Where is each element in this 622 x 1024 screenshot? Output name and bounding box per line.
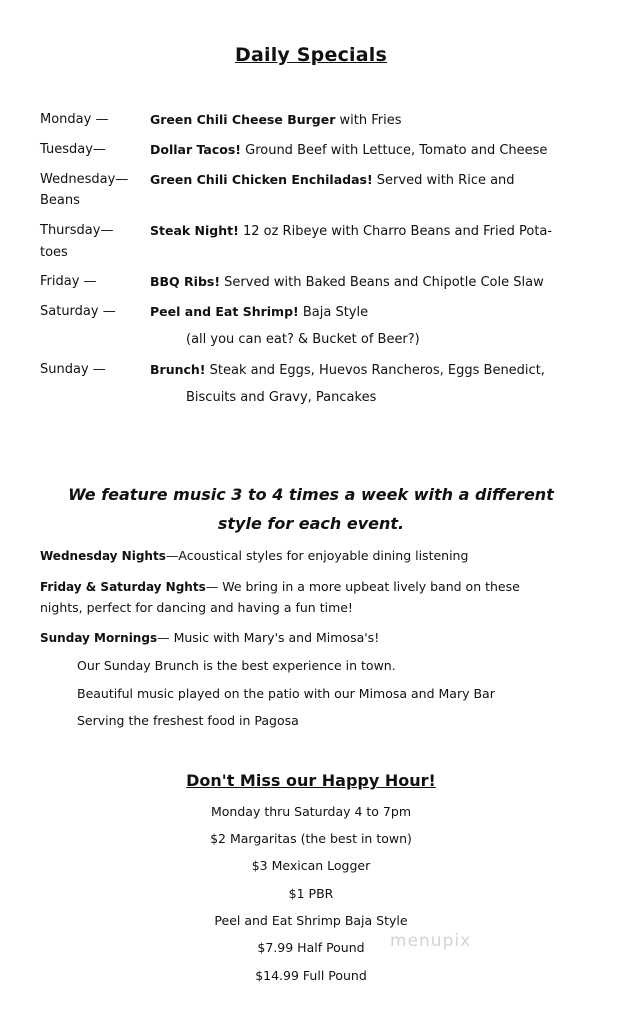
page-title: Daily Specials xyxy=(234,44,387,66)
special-day-thursday-cont: toes xyxy=(40,245,68,260)
special-name: Green Chili Chicken Enchiladas! xyxy=(150,172,373,187)
music-friday xyxy=(40,579,520,594)
special-day-thursday: Thursday— xyxy=(40,223,114,238)
happy-hour-line: $3 Mexican Logger xyxy=(251,858,371,873)
music-heading-line1: We feature music 3 to 4 times a week with a different xyxy=(68,485,554,504)
special-desc: 12 oz Ribeye with Charro Beans and Fried Pota- xyxy=(238,224,553,239)
special-desc: Steak and Eggs, Huevos Rancheros, Eggs Benedict, xyxy=(205,363,545,378)
happy-hour-line: $7.99 Half Pound xyxy=(257,940,365,955)
special-day-saturday: Saturday — xyxy=(40,304,116,319)
special-day-sunday: Sunday — xyxy=(40,362,106,377)
special-sunday-cont: Biscuits and Gravy, Pancakes xyxy=(186,390,377,405)
special-name: BBQ Ribs! xyxy=(150,274,221,289)
happy-hour-line: Monday thru Saturday 4 to 7pm xyxy=(211,804,411,819)
happy-hour-line: Peel and Eat Shrimp Baja Style xyxy=(214,913,408,928)
music-friday-label: Friday & Saturday Nghts xyxy=(40,580,206,594)
special-friday xyxy=(150,274,544,290)
music-friday-text: — We bring in a more upbeat lively band on these xyxy=(205,579,520,594)
music-sunday-text: — Music with Mary's and Mimosa's! xyxy=(157,630,380,645)
special-name: Green Chili Cheese Burger xyxy=(150,112,336,127)
music-sunday xyxy=(40,630,379,645)
special-name: Brunch! xyxy=(150,362,206,377)
special-wednesday xyxy=(150,172,515,188)
special-tuesday xyxy=(150,142,547,158)
happy-hour-line: $2 Margaritas (the best in town) xyxy=(210,831,412,846)
special-day-monday: Monday — xyxy=(40,112,109,127)
music-sunday-line: Our Sunday Brunch is the best experience in town. xyxy=(77,658,396,673)
music-wednesday-text: —Acoustical styles for enjoyable dining listening xyxy=(165,548,469,563)
special-desc: with Fries xyxy=(335,113,402,128)
music-friday-cont: nights, perfect for dancing and having a fun time! xyxy=(40,600,353,615)
special-day-friday: Friday — xyxy=(40,274,97,289)
special-saturday xyxy=(150,304,368,320)
special-name: Peel and Eat Shrimp! xyxy=(150,304,299,319)
watermark-logo: menupix xyxy=(390,931,472,951)
special-monday xyxy=(150,112,402,128)
special-desc: Baja Style xyxy=(298,305,369,320)
music-sunday-label: Sunday Mornings xyxy=(40,631,158,645)
happy-hour-line: $1 PBR xyxy=(288,886,334,901)
special-name: Steak Night! xyxy=(150,223,239,238)
happy-hour-line: $14.99 Full Pound xyxy=(255,968,367,983)
special-day-wednesday: Wednesday— xyxy=(40,172,129,187)
special-sunday xyxy=(150,362,545,378)
special-desc: Ground Beef with Lettuce, Tomato and Cheese xyxy=(240,143,548,158)
special-thursday xyxy=(150,223,552,239)
music-wednesday-label: Wednesday Nights xyxy=(40,549,166,563)
happy-hour-title: Don't Miss our Happy Hour! xyxy=(186,771,436,790)
special-name: Dollar Tacos! xyxy=(150,142,241,157)
special-desc: Served with Baked Beans and Chipotle Cole Slaw xyxy=(220,275,544,290)
music-sunday-line: Serving the freshest food in Pagosa xyxy=(77,713,299,728)
special-day-wednesday-cont: Beans xyxy=(40,193,80,208)
special-day-tuesday: Tuesday— xyxy=(40,142,106,157)
music-heading-line2: style for each event. xyxy=(217,514,405,533)
special-desc: Served with Rice and xyxy=(372,173,515,188)
music-wednesday xyxy=(40,548,468,563)
special-saturday-cont: (all you can eat? & Bucket of Beer?) xyxy=(186,332,420,347)
music-sunday-line: Beautiful music played on the patio with our Mimosa and Mary Bar xyxy=(77,686,495,701)
